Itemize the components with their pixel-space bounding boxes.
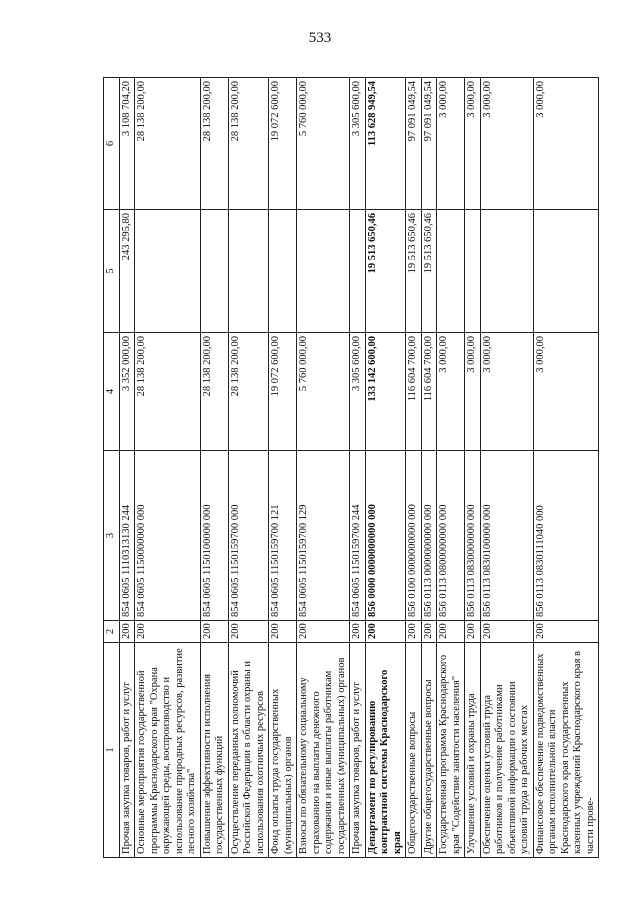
- row-approved-amount-cell: 3 305 600,00: [350, 333, 366, 451]
- table-row: [135, 78, 201, 858]
- row-line-code-cell: 200: [421, 621, 437, 643]
- row-classification-code-cell: 856 0113 0830100000 000: [480, 451, 533, 621]
- row-remaining-amount-cell: 113 628 949,54: [365, 78, 406, 210]
- column-header: 5: [104, 210, 120, 333]
- row-name-cell: Прочая закупка товаров, работ и услуг: [119, 643, 135, 858]
- row-name-cell: Департамент по регулированию контрактной системы Краснодарского края: [365, 643, 406, 858]
- row-name-cell: Улучшение условий и охраны труда: [465, 643, 481, 858]
- table-row: [365, 78, 406, 858]
- row-line-code-cell: 200: [269, 621, 297, 643]
- row-approved-amount-cell: 28 138 200,00: [135, 333, 201, 451]
- page-number: 533: [308, 30, 332, 46]
- row-classification-code-cell: 856 0100 0000000000 000: [406, 451, 422, 621]
- row-executed-amount-cell: [437, 210, 465, 333]
- row-executed-amount-cell: [200, 210, 228, 333]
- row-approved-amount-cell: 3 000,00: [533, 333, 599, 451]
- row-line-code-cell: 200: [200, 621, 228, 643]
- row-approved-amount-cell: 3 000,00: [437, 333, 465, 451]
- row-executed-amount-cell: [297, 210, 350, 333]
- row-executed-amount-cell: [350, 210, 366, 333]
- row-remaining-amount-cell: 28 138 200,00: [228, 78, 269, 210]
- row-executed-amount-cell: [269, 210, 297, 333]
- row-name-cell: Другие общегосударственные вопросы: [421, 643, 437, 858]
- budget-table: [103, 77, 599, 858]
- row-remaining-amount-cell: 3 000,00: [480, 78, 533, 210]
- row-name-cell: Прочая закупка товаров, работ и услуг: [350, 643, 366, 858]
- row-remaining-amount-cell: 97 091 049,54: [406, 78, 422, 210]
- row-classification-code-cell: 854 0605 1150159700 244: [350, 451, 366, 621]
- row-remaining-amount-cell: 3 108 704,20: [119, 78, 135, 210]
- row-classification-code-cell: 854 0605 1150159700 129: [297, 451, 350, 621]
- row-remaining-amount-cell: 3 000,00: [533, 78, 599, 210]
- row-executed-amount-cell: [480, 210, 533, 333]
- row-classification-code-cell: 856 0113 0800000000 000: [437, 451, 465, 621]
- row-remaining-amount-cell: 5 760 000,00: [297, 78, 350, 210]
- row-classification-code-cell: 854 0605 1150000000 000: [135, 451, 201, 621]
- row-executed-amount-cell: [533, 210, 599, 333]
- row-line-code-cell: 200: [437, 621, 465, 643]
- column-header: 1: [104, 643, 120, 858]
- row-classification-code-cell: 854 0605 1150159700 000: [228, 451, 269, 621]
- row-remaining-amount-cell: 28 138 200,00: [135, 78, 201, 210]
- row-approved-amount-cell: 28 138 200,00: [228, 333, 269, 451]
- row-name-cell: Осуществление переданных полномочий Российской Федерации в области охраны и использования охотничьих ресурсов: [228, 643, 269, 858]
- row-executed-amount-cell: 243 295,80: [119, 210, 135, 333]
- row-remaining-amount-cell: 3 305 600,00: [350, 78, 366, 210]
- table-row: [437, 78, 465, 858]
- table-row: [480, 78, 533, 858]
- row-executed-amount-cell: [135, 210, 201, 333]
- row-classification-code-cell: 856 0113 0830111040 000: [533, 451, 599, 621]
- column-header: 6: [104, 78, 120, 210]
- row-remaining-amount-cell: 97 091 049,54: [421, 78, 437, 210]
- column-header: 3: [104, 451, 120, 621]
- row-classification-code-cell: 856 0000 0000000000 000: [365, 451, 406, 621]
- row-line-code-cell: 200: [406, 621, 422, 643]
- table-row: [421, 78, 437, 858]
- table-row: [406, 78, 422, 858]
- row-approved-amount-cell: 5 760 000,00: [297, 333, 350, 451]
- row-approved-amount-cell: 19 072 600,00: [269, 333, 297, 451]
- row-classification-code-cell: 854 0605 1110313130 244: [119, 451, 135, 621]
- row-classification-code-cell: 856 0113 0000000000 000: [421, 451, 437, 621]
- row-classification-code-cell: 854 0605 1150159700 121: [269, 451, 297, 621]
- row-remaining-amount-cell: 19 072 600,00: [269, 78, 297, 210]
- row-name-cell: Взносы по обязательному социальному страхованию на выплаты денежного содержания и иные выплаты работникам государственных (муниципальных) органов: [297, 643, 350, 858]
- table-row: [200, 78, 228, 858]
- row-name-cell: Государственная программа Краснодарского края "Содействие занятости населения": [437, 643, 465, 858]
- row-line-code-cell: 200: [135, 621, 201, 643]
- row-executed-amount-cell: 19 513 650,46: [421, 210, 437, 333]
- row-name-cell: Финансовое обеспечение подведомственных органам исполнительной власти Краснодарского края государственных казенных учреждений Краснодарского края в части прове-: [533, 643, 599, 858]
- row-line-code-cell: 200: [297, 621, 350, 643]
- row-line-code-cell: 200: [480, 621, 533, 643]
- row-executed-amount-cell: 19 513 650,46: [406, 210, 422, 333]
- table-row: [269, 78, 297, 858]
- row-line-code-cell: 200: [119, 621, 135, 643]
- row-name-cell: Повышение эффективности исполнения государственных функций: [200, 643, 228, 858]
- row-executed-amount-cell: 19 513 650,46: [365, 210, 406, 333]
- table-row: [228, 78, 269, 858]
- table-row: [533, 78, 599, 858]
- row-name-cell: Основные мероприятия государственной программы Краснодарского края "Охрана окружающей среды, воспроизводство и использование природных ресурсов, развитие лесного хозяйства": [135, 643, 201, 858]
- header-row: [104, 78, 120, 858]
- row-line-code-cell: 200: [465, 621, 481, 643]
- row-line-code-cell: 200: [533, 621, 599, 643]
- row-classification-code-cell: 854 0605 1150100000 000: [200, 451, 228, 621]
- row-line-code-cell: 200: [365, 621, 406, 643]
- table-row: [297, 78, 350, 858]
- row-approved-amount-cell: 116 604 700,00: [421, 333, 437, 451]
- row-executed-amount-cell: [228, 210, 269, 333]
- row-line-code-cell: 200: [350, 621, 366, 643]
- row-approved-amount-cell: 133 142 600,00: [365, 333, 406, 451]
- row-line-code-cell: 200: [228, 621, 269, 643]
- column-header: 4: [104, 333, 120, 451]
- row-approved-amount-cell: 3 352 000,00: [119, 333, 135, 451]
- row-approved-amount-cell: 3 000,00: [480, 333, 533, 451]
- row-remaining-amount-cell: 3 000,00: [437, 78, 465, 210]
- row-approved-amount-cell: 3 000,00: [465, 333, 481, 451]
- row-remaining-amount-cell: 28 138 200,00: [200, 78, 228, 210]
- table-row: [350, 78, 366, 858]
- table-body: [119, 78, 599, 858]
- row-classification-code-cell: 856 0113 0830000000 000: [465, 451, 481, 621]
- column-header: 2: [104, 621, 120, 643]
- table-row: [465, 78, 481, 858]
- row-remaining-amount-cell: 3 000,00: [465, 78, 481, 210]
- table-row: [119, 78, 135, 858]
- row-name-cell: Фонд оплаты труда государственных (муниципальных) органов: [269, 643, 297, 858]
- row-name-cell: Общегосударственные вопросы: [406, 643, 422, 858]
- row-executed-amount-cell: [465, 210, 481, 333]
- rotated-table-container: [103, 78, 639, 858]
- row-name-cell: Обеспечение оценки условий труда работников и получение работниками объективной информации о состоянии условий труда на рабочих местах: [480, 643, 533, 858]
- row-approved-amount-cell: 28 138 200,00: [200, 333, 228, 451]
- row-approved-amount-cell: 116 604 700,00: [406, 333, 422, 451]
